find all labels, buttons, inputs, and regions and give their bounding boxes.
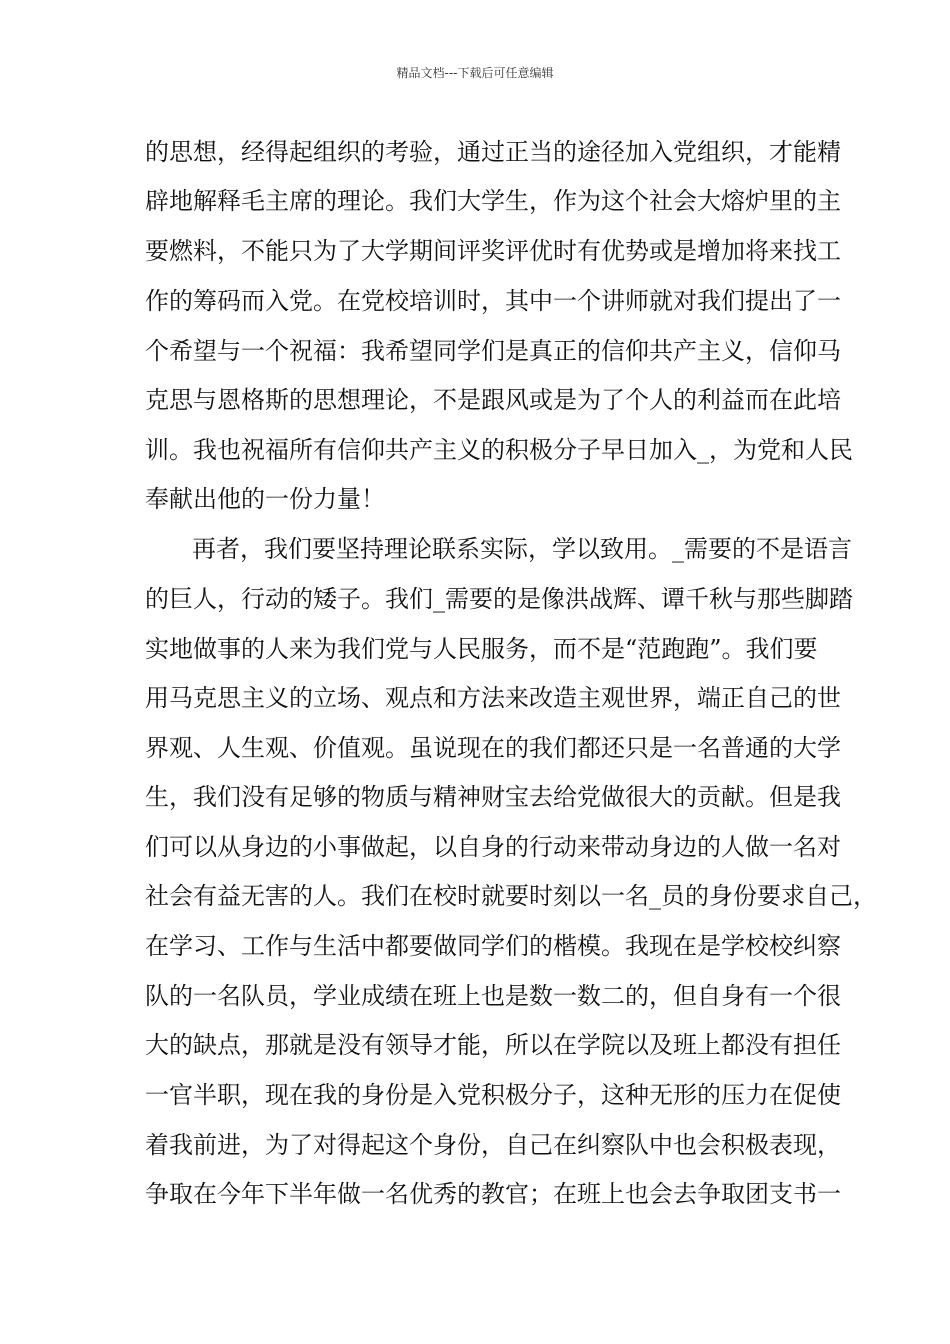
text-line: 的巨人，行动的矮子。我们_需要的是像洪战辉、谭千秋与那些脚踏 [145,585,853,613]
text-line: 一官半职，现在我的身份是入党积极分子，这种无形的压力在促使 [145,1081,841,1109]
text-line: 争取在今年下半年做一名优秀的教官；在班上也会去争取团支书一 [145,1180,841,1208]
text-line: 们可以从身边的小事做起，以自身的行动来带动身边的人做一名对 [145,833,841,861]
text-line: 用马克思主义的立场、观点和方法来改造主观世界，端正自己的世 [145,684,841,712]
text-line: 奉献出他的一份力量！ [145,485,385,513]
text-line: 着我前进，为了对得起这个身份，自己在纠察队中也会积极表现， [145,1131,841,1159]
text-line: 队的一名队员，学业成绩在班上也是数一数二的，但自身有一个很 [145,982,841,1010]
text-line: 的思想，经得起组织的考验，通过正当的途径加入党组织，才能精 [145,138,841,166]
text-line: 大的缺点，那就是没有领导才能，所以在学院以及班上都没有担任 [145,1031,841,1059]
text-line: 在学习、工作与生活中都要做同学们的楷模。我现在是学校校纠察 [145,932,841,960]
text-line: 实地做事的人来为我们党与人民服务，而不是“范跑跑”。我们要 [145,635,818,663]
text-line: 训。我也祝福所有信仰共产主义的积极分子早日加入_，为党和人民 [145,436,853,464]
text-line: 生，我们没有足够的物质与精神财宝去给党做很大的贡献。但是我 [145,783,841,811]
text-line: 个希望与一个祝福：我希望同学们是真正的信仰共产主义，信仰马 [145,337,841,365]
text-line: 社会有益无害的人。我们在校时就要时刻以一名_员的身份要求自己， [145,882,877,910]
page-header: 精品文档---下载后可任意编辑 [396,66,554,80]
text-line: 辟地解释毛主席的理论。我们大学生，作为这个社会大熔炉里的主 [145,187,841,215]
text-line: 再者，我们要坚持理论联系实际，学以致用。_需要的不是语言 [192,535,852,563]
text-line: 要燃料，不能只为了大学期间评奖评优时有优势或是增加将来找工 [145,237,841,265]
text-line: 界观、人生观、价值观。虽说现在的我们都还只是一名普通的大学 [145,734,841,762]
text-line: 作的筹码而入党。在党校培训时，其中一个讲师就对我们提出了一 [145,287,841,315]
text-line: 克思与恩格斯的思想理论，不是跟风或是为了个人的利益而在此培 [145,386,841,414]
